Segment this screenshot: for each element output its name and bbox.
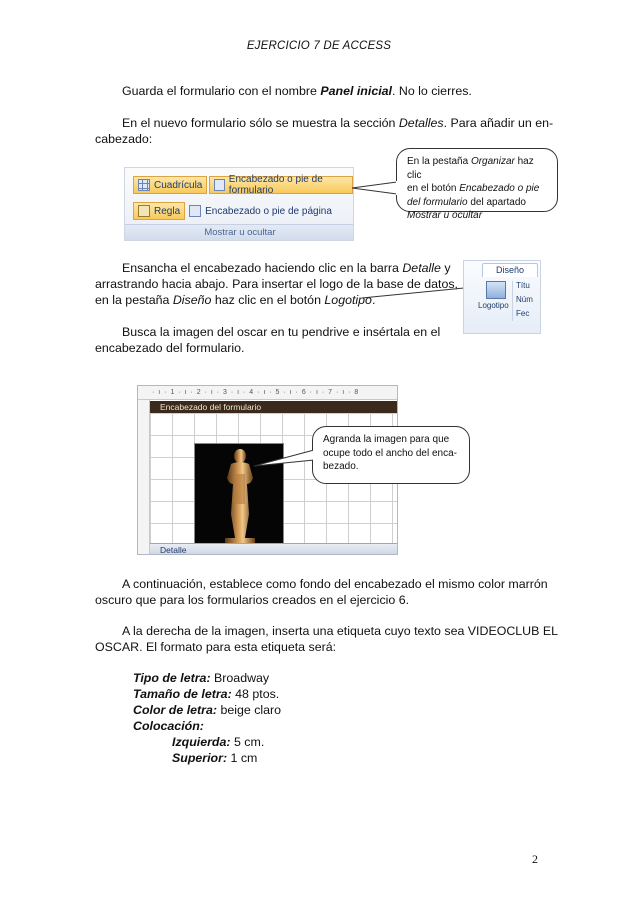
ruler-icon: [138, 205, 150, 217]
title-button[interactable]: Títu: [516, 281, 530, 290]
grid-button[interactable]: Cuadrícula: [133, 176, 207, 194]
callout-pointer-1: [340, 180, 400, 210]
detail-bar[interactable]: Detalle: [150, 543, 398, 555]
logo-icon[interactable]: [486, 281, 506, 299]
vertical-ruler: [138, 400, 150, 555]
paragraph-details-line2: cabezado:: [95, 132, 153, 146]
format-top: Superior: 1 cm: [172, 751, 258, 765]
paragraph-label-line2: OSCAR. El formato para esta etiqueta será:: [95, 640, 337, 654]
horizontal-ruler: · ı · 1 · ı · 2 · ı · 3 · ı · 4 · ı · 5 · ı · 6 · ı · 7 · ı · 8: [138, 386, 398, 400]
format-placement: Colocación:: [133, 719, 204, 733]
pointer-line-logo: [360, 284, 470, 304]
page-header-icon: [189, 205, 201, 217]
design-tab[interactable]: Diseño: [482, 263, 538, 277]
callout-organize-tab: En la pestaña Organizar haz clic en el botón Encabezado o pie del formulario del apartado Mostrar u ocultar: [396, 148, 558, 212]
ruler-button[interactable]: Regla: [133, 202, 185, 220]
form-header-footer-button[interactable]: Encabezado o pie de formulario: [209, 176, 353, 194]
paragraph-label-line1: A la derecha de la imagen, inserta una etiqueta cuyo texto sea VIDEOCLUB EL: [122, 624, 558, 638]
form-header-bar[interactable]: Encabezado del formulario: [150, 401, 398, 413]
form-name: Panel inicial: [320, 84, 392, 98]
paragraph-details-line1: En el nuevo formulario sólo se muestra la sección Detalles. Para añadir un en-: [122, 116, 554, 130]
paragraph-background-line1: A continuación, establece como fondo del encabezado el mismo color marrón: [122, 577, 548, 591]
ribbon-screenshot-organize: [124, 167, 354, 241]
header-footer-icon: [214, 179, 224, 191]
page-number-button[interactable]: Núm: [516, 295, 533, 304]
format-left: Izquierda: 5 cm.: [172, 735, 265, 749]
page-number: 2: [532, 852, 538, 866]
paragraph-logo-line2: arrastrando hacia abajo. Para insertar el logo de la base de datos,: [95, 277, 459, 291]
callout-enlarge-image: Agranda la imagen para que ocupe todo el ancho del enca- bezado.: [312, 426, 470, 484]
paragraph-oscar-line2: encabezado del formulario.: [95, 341, 245, 355]
format-color: Color de letra: beige claro: [133, 703, 282, 717]
paragraph-save-form: Guarda el formulario con el nombre Panel inicial. No lo cierres.: [122, 84, 472, 98]
ribbon-screenshot-design: [463, 260, 541, 334]
paragraph-logo-line1: Ensancha el encabezado haciendo clic en la barra Detalle y: [122, 261, 451, 275]
page-header: EJERCICIO 7 DE ACCESS: [246, 40, 392, 52]
format-font: Tipo de letra: Broadway: [133, 671, 270, 685]
paragraph-logo-line3: en la pestaña Diseño haz clic en el botón Logotipo.: [95, 293, 376, 307]
paragraph-background-line2: oscuro que para los formularios creados en el ejercicio 6.: [95, 593, 410, 607]
page-header-footer-button[interactable]: Encabezado o pie de página: [185, 202, 336, 220]
paragraph-oscar-line1: Busca la imagen del oscar en tu pendrive e insértala en el: [122, 325, 441, 339]
grid-icon: [138, 179, 150, 191]
logo-button-label[interactable]: Logotipo: [478, 301, 509, 310]
callout-pointer-2: [250, 448, 316, 472]
format-size: Tamaño de letra: 48 ptos.: [133, 687, 280, 701]
date-button[interactable]: Fec: [516, 309, 530, 318]
ribbon-group-label: Mostrar u ocultar: [125, 224, 354, 240]
